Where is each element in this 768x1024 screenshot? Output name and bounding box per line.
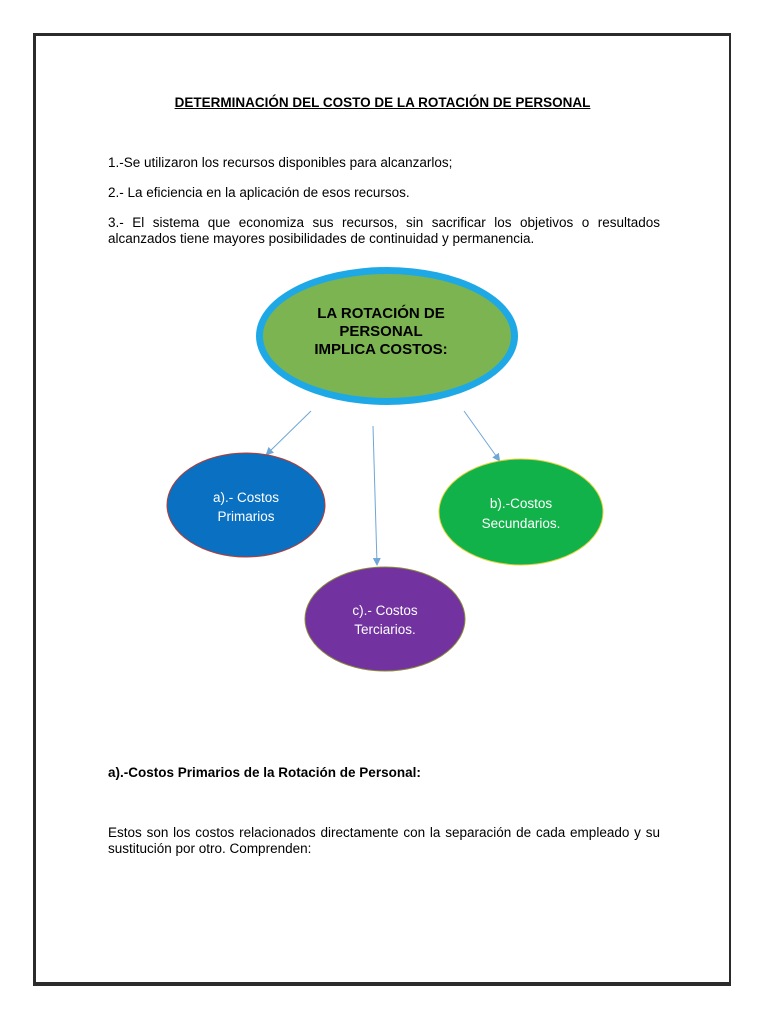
primary-costs-line-2: Primarios [217,509,275,524]
central-node [256,267,518,405]
document-title: DETERMINACIÓN DEL COSTO DE LA ROTACIÓN DE PERSONAL [174,95,591,110]
primary-costs-shape [167,453,325,557]
arrow-to-tertiary [373,426,377,564]
secondary-costs-line-1: b).-Costos [489,496,553,511]
secondary-costs-shape [439,459,603,565]
central-node-line-2: PERSONAL [339,323,423,340]
central-node-line-1: LA ROTACIÓN DE [317,305,445,322]
section-heading-primary-costs: a).-Costos Primarios de la Rotación de Personal: [108,765,421,780]
arrow-to-secondary [464,411,499,460]
secondary-costs-node [439,459,603,565]
tertiary-costs-line-2: Terciarios. [354,622,416,637]
paragraph-3: 3.- El sistema que economiza sus recursos, sin sacrificar los objetivos o resultados alcanzados tiene mayores posibilidades de continuidad y permanencia. [108,215,660,246]
section-paragraph: Estos son los costos relacionados directamente con la separación de cada empleado y su sustitución por otro. Comprenden: [108,825,660,856]
tertiary-costs-shape [305,567,465,671]
document-page [33,33,731,986]
tertiary-costs-node [305,567,465,671]
paragraph-2: 2.- La eficiencia en la aplicación de esos recursos. [108,185,410,200]
paragraph-1: 1.-Se utilizaron los recursos disponibles para alcanzarlos; [108,155,453,170]
arrow-to-primary [267,411,311,454]
primary-costs-line-1: a).- Costos [212,490,280,505]
secondary-costs-line-2: Secundarios. [481,516,561,531]
tertiary-costs-line-1: c).- Costos [352,603,418,618]
primary-costs-node [167,453,325,557]
central-node-line-3: IMPLICA COSTOS: [314,341,448,358]
